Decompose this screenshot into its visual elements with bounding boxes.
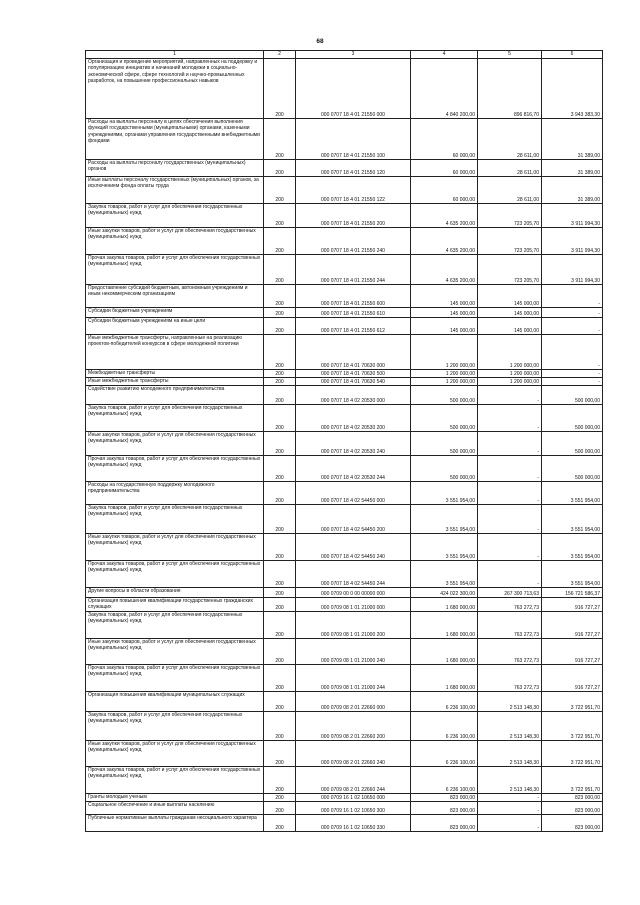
row-code: 200 (264, 119, 296, 160)
row-kbk: 000 0707 18 4 02 20530 244 (296, 456, 411, 482)
table-row (86, 255, 603, 285)
row-kbk: 000 0709 08 2 01 22660 000 (296, 692, 411, 712)
row-name: Расходы на выплаты персоналу государственных (муниципальных) органов (86, 160, 264, 177)
row-code: 200 (264, 482, 296, 505)
row-col4: 424 022 300,00 (411, 588, 478, 598)
row-col4: 4 840 200,00 (411, 59, 478, 119)
table-row (86, 177, 603, 204)
row-col6: 916 727,27 (542, 612, 603, 639)
table-row (86, 505, 603, 534)
row-col5: 145 000,00 (478, 318, 542, 335)
row-col4: 823 000,00 (411, 794, 478, 802)
row-col5: 763 272,73 (478, 598, 542, 612)
row-col6: 31 389,00 (542, 177, 603, 204)
row-col6: 3 551 954,00 (542, 482, 603, 505)
row-col6: 3 551 954,00 (542, 534, 603, 561)
table-row (86, 612, 603, 639)
row-col6: 3 722 951,70 (542, 767, 603, 794)
row-kbk: 000 0709 08 1 01 21000 240 (296, 639, 411, 665)
row-name: Содействие развитию молодежного предпринимательства (86, 386, 264, 405)
row-code: 200 (264, 432, 296, 456)
table-row (86, 370, 603, 378)
table-row (86, 335, 603, 370)
row-code: 200 (264, 665, 296, 692)
row-code: 200 (264, 370, 296, 378)
row-name: Гранты молодым ученым (86, 794, 264, 802)
row-col6: 916 727,27 (542, 665, 603, 692)
row-kbk: 000 0707 18 4 01 21550 100 (296, 119, 411, 160)
row-col5: - (478, 505, 542, 534)
table-row (86, 432, 603, 456)
row-code: 200 (264, 802, 296, 815)
table-row (86, 794, 603, 802)
row-col6: 823 000,00 (542, 802, 603, 815)
table-row (86, 482, 603, 505)
row-col4: 6 236 100,00 (411, 741, 478, 767)
row-col5: 763 272,73 (478, 612, 542, 639)
table-row (86, 228, 603, 255)
row-col5: 145 000,00 (478, 285, 542, 308)
row-name: Субсидии бюджетным учреждениям на иные цели (86, 318, 264, 335)
row-col5: 723 205,70 (478, 204, 542, 228)
table-row (86, 665, 603, 692)
row-name: Иные закупки товаров, работ и услуг для обеспечения государственных (муниципальных) нужд (86, 228, 264, 255)
row-name: Прочая закупка товаров, работ и услуг для обеспечения государственных (муниципальных) нужд (86, 456, 264, 482)
row-col4: 1 680 000,00 (411, 639, 478, 665)
row-code: 200 (264, 228, 296, 255)
row-col4: 500 000,00 (411, 405, 478, 432)
row-name: Субсидии бюджетным учреждениям (86, 308, 264, 318)
row-code: 200 (264, 177, 296, 204)
row-col5: 145 000,00 (478, 308, 542, 318)
row-kbk: 000 0707 18 4 02 54450 200 (296, 505, 411, 534)
row-code: 200 (264, 160, 296, 177)
row-col6: 31 389,00 (542, 160, 603, 177)
row-name: Закупка товаров, работ и услуг для обеспечения государственных (муниципальных) нужд (86, 612, 264, 639)
row-col4: 4 635 200,00 (411, 228, 478, 255)
row-kbk: 000 0707 18 4 01 21550 200 (296, 204, 411, 228)
row-name: Закупка товаров, работ и услуг для обеспечения государственных (муниципальных) нужд (86, 712, 264, 741)
row-kbk: 000 0709 08 1 01 21000 200 (296, 612, 411, 639)
row-col4: 500 000,00 (411, 386, 478, 405)
row-col5: - (478, 456, 542, 482)
table-row (86, 308, 603, 318)
budget-execution-table (85, 50, 603, 832)
row-kbk: 000 0707 18 4 01 21550 000 (296, 59, 411, 119)
table-row (86, 639, 603, 665)
row-col4: 823 000,00 (411, 802, 478, 815)
row-col6: 823 000,00 (542, 815, 603, 832)
row-col6: 916 727,27 (542, 598, 603, 612)
row-col5: - (478, 794, 542, 802)
row-code: 200 (264, 378, 296, 386)
row-col5: 2 513 148,30 (478, 741, 542, 767)
table-row (86, 561, 603, 588)
row-col5: - (478, 561, 542, 588)
row-code: 200 (264, 335, 296, 370)
row-col4: 1 200 000,00 (411, 370, 478, 378)
row-name: Иные межбюджетные трансферты (86, 378, 264, 386)
row-code: 200 (264, 318, 296, 335)
row-col4: 6 236 100,00 (411, 767, 478, 794)
header-col-4: 4 (411, 51, 478, 59)
row-name: Прочая закупка товаров, работ и услуг для обеспечения государственных (муниципальных) нужд (86, 561, 264, 588)
header-col-5: 5 (478, 51, 542, 59)
table-row (86, 119, 603, 160)
row-kbk: 000 0707 18 4 01 21550 244 (296, 255, 411, 285)
page-number: 68 (316, 38, 324, 45)
table-row (86, 160, 603, 177)
row-col5: 763 272,73 (478, 665, 542, 692)
row-kbk: 000 0709 08 2 01 22660 244 (296, 767, 411, 794)
row-col6: 823 000,00 (542, 794, 603, 802)
row-name: Расходы на государственную поддержку молодежного предпринимательства (86, 482, 264, 505)
row-kbk: 000 0707 18 4 01 21550 610 (296, 308, 411, 318)
row-col5: 1 200 000,00 (478, 335, 542, 370)
row-col4: 500 000,00 (411, 456, 478, 482)
table-row (86, 456, 603, 482)
row-name: Иные выплаты персоналу государственных (муниципальных) органов, за исключением фонда оплаты труда (86, 177, 264, 204)
row-col6: - (542, 318, 603, 335)
header-col-2: 2 (264, 51, 296, 59)
row-name: Межбюджетные трансферты (86, 370, 264, 378)
row-col6: 3 551 954,00 (542, 561, 603, 588)
row-col5: 763 272,73 (478, 639, 542, 665)
row-col6: 500 000,00 (542, 405, 603, 432)
row-kbk: 000 0707 18 4 02 54450 240 (296, 534, 411, 561)
row-code: 200 (264, 308, 296, 318)
row-col6: 3 911 994,30 (542, 228, 603, 255)
row-kbk: 000 0709 08 2 01 22660 200 (296, 712, 411, 741)
row-col6: 3 943 383,30 (542, 59, 603, 119)
row-col5: 1 200 000,00 (478, 370, 542, 378)
row-col4: 145 000,00 (411, 318, 478, 335)
table-row (86, 405, 603, 432)
row-name: Закупка товаров, работ и услуг для обеспечения государственных (муниципальных) нужд (86, 505, 264, 534)
row-col6: 500 000,00 (542, 456, 603, 482)
row-code: 200 (264, 534, 296, 561)
table-row (86, 802, 603, 815)
header-col-1: 1 (86, 51, 264, 59)
row-col5: - (478, 405, 542, 432)
row-col4: 4 635 200,00 (411, 204, 478, 228)
table-row (86, 378, 603, 386)
table-row (86, 204, 603, 228)
row-col6: 500 000,00 (542, 432, 603, 456)
table-header-row (86, 51, 603, 59)
row-kbk: 000 0709 00 0 00 00000 000 (296, 588, 411, 598)
row-col4: 500 000,00 (411, 432, 478, 456)
row-col6: 3 911 994,30 (542, 255, 603, 285)
row-code: 200 (264, 794, 296, 802)
row-col5: 723 205,70 (478, 255, 542, 285)
table-row (86, 534, 603, 561)
row-code: 200 (264, 59, 296, 119)
row-name: Другие вопросы в области образования (86, 588, 264, 598)
row-col5: - (478, 802, 542, 815)
row-code: 200 (264, 639, 296, 665)
row-col6: - (542, 378, 603, 386)
row-col4: 60 000,00 (411, 119, 478, 160)
row-code: 200 (264, 692, 296, 712)
row-col4: 1 680 000,00 (411, 598, 478, 612)
row-col4: 1 680 000,00 (411, 665, 478, 692)
row-col4: 145 000,00 (411, 285, 478, 308)
row-kbk: 000 0707 18 4 01 70630 000 (296, 335, 411, 370)
row-code: 200 (264, 204, 296, 228)
row-name: Иные закупки товаров, работ и услуг для обеспечения государственных (муниципальных) нужд (86, 534, 264, 561)
row-code: 200 (264, 405, 296, 432)
row-col4: 3 551 954,00 (411, 505, 478, 534)
row-name: Публичные нормативные выплаты гражданам несоциального характера (86, 815, 264, 832)
row-name: Прочая закупка товаров, работ и услуг для обеспечения государственных (муниципальных) нужд (86, 665, 264, 692)
row-name: Закупка товаров, работ и услуг для обеспечения государственных (муниципальных) нужд (86, 204, 264, 228)
row-col5: 896 816,70 (478, 59, 542, 119)
row-name: Организация повышения квалификации муниципальных служащих (86, 692, 264, 712)
row-col4: 60 000,00 (411, 160, 478, 177)
row-kbk: 000 0709 16 1 02 10650 300 (296, 802, 411, 815)
row-kbk: 000 0707 18 4 02 20530 200 (296, 405, 411, 432)
table-row (86, 59, 603, 119)
table-row (86, 815, 603, 832)
row-code: 200 (264, 612, 296, 639)
row-col4: 1 680 000,00 (411, 612, 478, 639)
row-name: Иные закупки товаров, работ и услуг для обеспечения государственных (муниципальных) нужд (86, 741, 264, 767)
table-row (86, 741, 603, 767)
table-row (86, 598, 603, 612)
row-code: 200 (264, 505, 296, 534)
row-name: Предоставление субсидий бюджетным, автономным учреждениям и иным некоммерческим организациям (86, 285, 264, 308)
row-col4: 1 200 000,00 (411, 378, 478, 386)
row-kbk: 000 0709 08 1 01 21000 000 (296, 598, 411, 612)
table-row (86, 712, 603, 741)
row-code: 200 (264, 456, 296, 482)
row-name: Социальное обеспечение и иные выплаты населению (86, 802, 264, 815)
table-row (86, 692, 603, 712)
row-col5: 28 611,00 (478, 119, 542, 160)
row-col4: 6 236 100,00 (411, 692, 478, 712)
row-col6: 3 722 951,70 (542, 741, 603, 767)
row-code: 200 (264, 285, 296, 308)
row-code: 200 (264, 588, 296, 598)
row-col6: 916 727,27 (542, 639, 603, 665)
row-col6: 156 721 586,37 (542, 588, 603, 598)
table-row (86, 588, 603, 598)
row-name: Организация повышения квалификации государственных гражданских служащих (86, 598, 264, 612)
row-col5: 2 513 148,30 (478, 692, 542, 712)
row-code: 200 (264, 255, 296, 285)
row-col5: 28 611,00 (478, 160, 542, 177)
row-name: Прочая закупка товаров, работ и услуг для обеспечения государственных (муниципальных) нужд (86, 767, 264, 794)
row-kbk: 000 0707 18 4 01 21550 612 (296, 318, 411, 335)
table-row (86, 285, 603, 308)
row-kbk: 000 0707 18 4 02 54450 244 (296, 561, 411, 588)
row-kbk: 000 0707 18 4 01 21550 240 (296, 228, 411, 255)
table-row (86, 318, 603, 335)
row-col4: 1 200 000,00 (411, 335, 478, 370)
row-col4: 3 551 954,00 (411, 534, 478, 561)
row-name: Расходы на выплаты персоналу в целях обеспечения выполнения функций государственными (муниципальными) органами, казенными учреждениями, органами управления государственными внебюджетными фондами (86, 119, 264, 160)
row-kbk: 000 0707 18 4 02 20530 000 (296, 386, 411, 405)
header-col-3: 3 (296, 51, 411, 59)
row-col6: 3 551 954,00 (542, 505, 603, 534)
row-col6: - (542, 285, 603, 308)
row-col4: 4 635 200,00 (411, 255, 478, 285)
row-kbk: 000 0707 18 4 01 21550 600 (296, 285, 411, 308)
row-col6: 31 389,00 (542, 119, 603, 160)
row-code: 200 (264, 598, 296, 612)
row-col5: - (478, 386, 542, 405)
table-body (86, 59, 603, 832)
row-name: Закупка товаров, работ и услуг для обеспечения государственных (муниципальных) нужд (86, 405, 264, 432)
row-col5: 1 200 000,00 (478, 378, 542, 386)
row-col6: 3 722 951,70 (542, 692, 603, 712)
row-kbk: 000 0709 08 1 01 21000 244 (296, 665, 411, 692)
row-kbk: 000 0707 18 4 01 70630 500 (296, 370, 411, 378)
row-col5: 723 205,70 (478, 228, 542, 255)
row-code: 200 (264, 741, 296, 767)
row-kbk: 000 0709 16 1 02 10650 000 (296, 794, 411, 802)
row-col4: 60 000,00 (411, 177, 478, 204)
row-col4: 6 236 100,00 (411, 712, 478, 741)
row-col6: - (542, 308, 603, 318)
row-kbk: 000 0707 18 4 02 20530 240 (296, 432, 411, 456)
row-kbk: 000 0709 08 2 01 22660 240 (296, 741, 411, 767)
row-kbk: 000 0707 18 4 01 21550 120 (296, 160, 411, 177)
row-name: Иные закупки товаров, работ и услуг для обеспечения государственных (муниципальных) нужд (86, 639, 264, 665)
row-col5: - (478, 534, 542, 561)
row-name: Прочая закупка товаров, работ и услуг для обеспечения государственных (муниципальных) нужд (86, 255, 264, 285)
table-row (86, 767, 603, 794)
row-kbk: 000 0707 18 4 01 70630 540 (296, 378, 411, 386)
row-col4: 145 000,00 (411, 308, 478, 318)
row-code: 200 (264, 815, 296, 832)
row-col5: 2 513 148,30 (478, 712, 542, 741)
row-code: 200 (264, 386, 296, 405)
row-code: 200 (264, 712, 296, 741)
row-col4: 3 551 954,00 (411, 561, 478, 588)
row-name: Иные межбюджетные трансферты, направленные на реализацию проектов-победителей конкурсов в сфере молодежной политики (86, 335, 264, 370)
row-col6: - (542, 335, 603, 370)
row-col5: 2 513 148,30 (478, 767, 542, 794)
header-col-6: 6 (542, 51, 603, 59)
table-row (86, 386, 603, 405)
row-col6: 3 911 994,30 (542, 204, 603, 228)
row-code: 200 (264, 767, 296, 794)
row-kbk: 000 0709 16 1 02 10650 330 (296, 815, 411, 832)
row-code: 200 (264, 561, 296, 588)
row-name: Организация и проведение мероприятий, направленных на поддержку и популяризацию инициатив и начинаний молодежи в социально-экономической сфере, сфере технологий и научно-промышленных разработок, на повышение профессиональных навыков (86, 59, 264, 119)
row-col5: - (478, 815, 542, 832)
row-col6: 500 000,00 (542, 386, 603, 405)
row-col5: - (478, 482, 542, 505)
row-kbk: 000 0707 18 4 01 21550 122 (296, 177, 411, 204)
row-kbk: 000 0707 18 4 02 54450 000 (296, 482, 411, 505)
row-col6: 3 722 951,70 (542, 712, 603, 741)
row-col4: 823 000,00 (411, 815, 478, 832)
row-col5: - (478, 432, 542, 456)
row-col5: 28 611,00 (478, 177, 542, 204)
row-col5: 267 300 713,63 (478, 588, 542, 598)
row-col6: - (542, 370, 603, 378)
row-name: Иные закупки товаров, работ и услуг для обеспечения государственных (муниципальных) нужд (86, 432, 264, 456)
row-col4: 3 551 954,00 (411, 482, 478, 505)
